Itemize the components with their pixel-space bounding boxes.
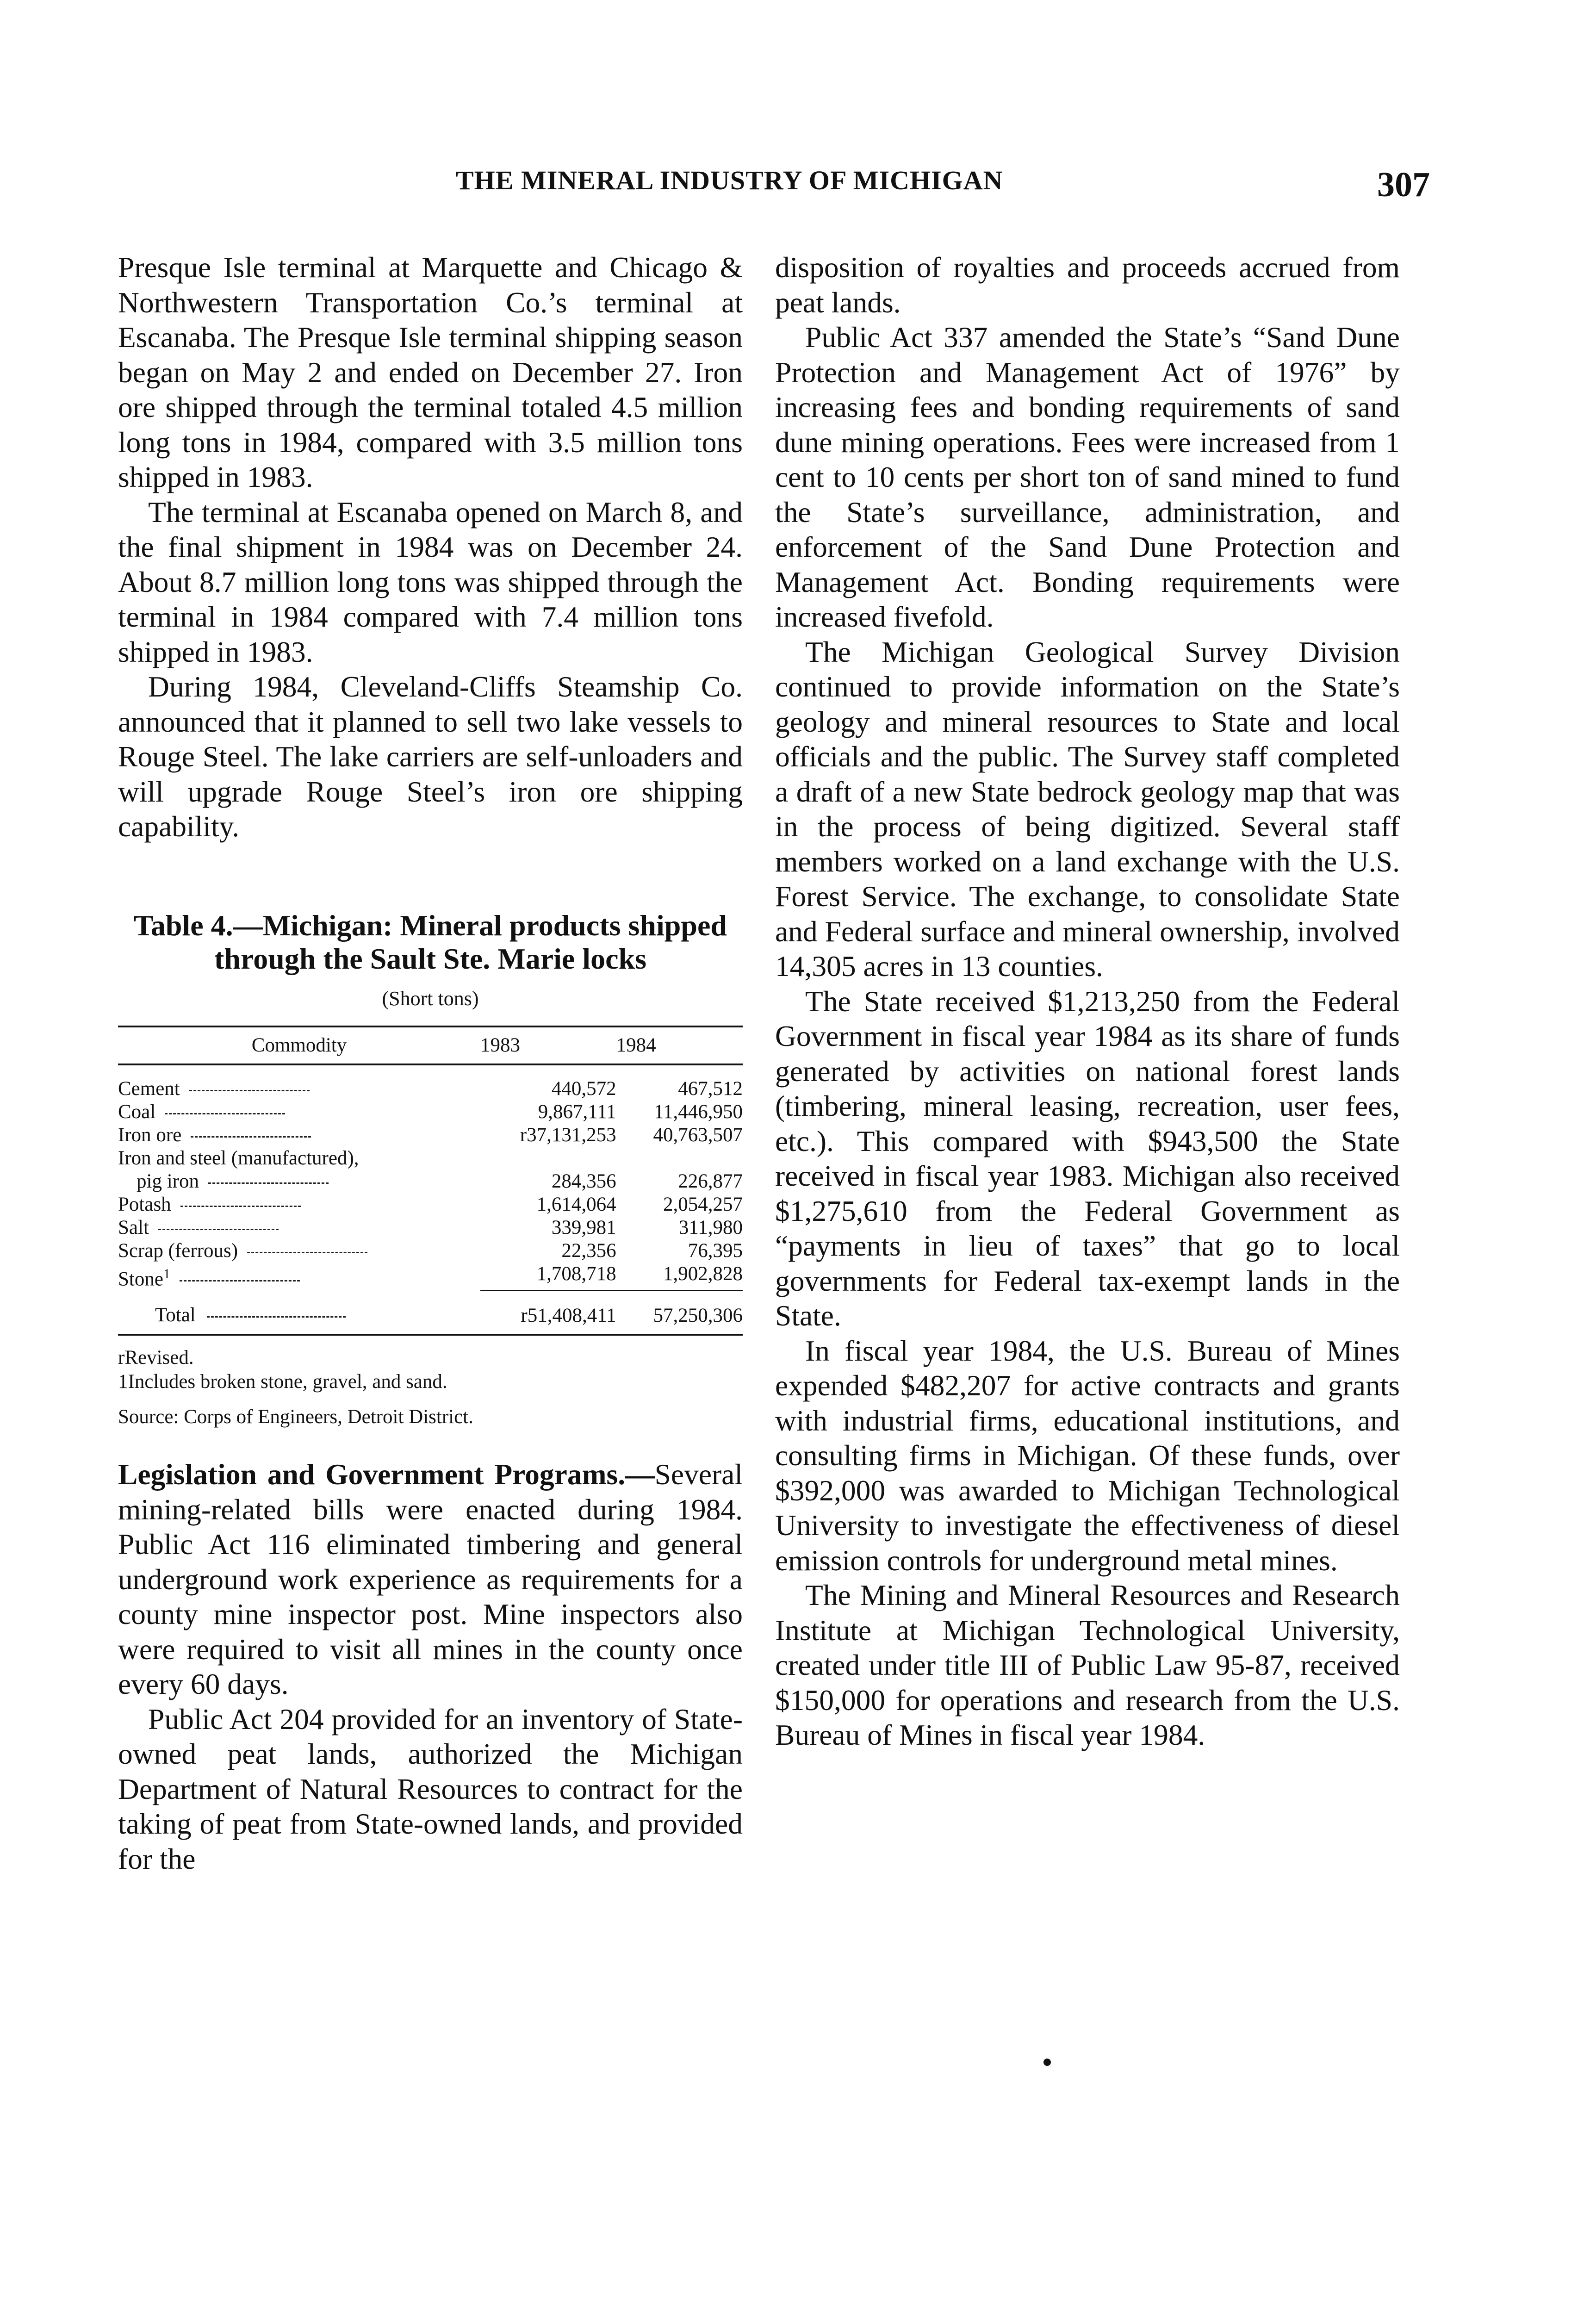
value-1984 (616, 1147, 743, 1170)
section-text: Several mining-related bills were enacted during 1984. Public Act 116 eliminated timbering and general underground work experience as requirements for a county mine inspector post. Mine inspectors also were required to visit all mines in the county once every 60 days. (118, 1458, 743, 1701)
commodity-cell (118, 1064, 480, 1101)
value-1984: 40,763,507 (653, 1124, 743, 1146)
commodity-name: Coal (118, 1101, 156, 1123)
leader-dots (180, 1280, 300, 1281)
leader-dots (189, 1090, 310, 1091)
left-column (118, 250, 743, 1876)
commodity-cell (118, 1124, 480, 1147)
section-heading: Legislation and Government Programs.— (118, 1458, 655, 1491)
value-1983: 440,572 (551, 1077, 616, 1100)
table-footnotes (118, 1346, 743, 1429)
commodity-name: Scrap (ferrous) (118, 1239, 238, 1262)
total-label-cell (118, 1291, 480, 1335)
page-header (116, 165, 1430, 211)
total-1983: r51,408,411 (480, 1291, 616, 1335)
commodity-name: Cement (118, 1077, 180, 1100)
table-header-row (118, 1026, 743, 1064)
value-1983: 1,708,718 (480, 1263, 616, 1291)
paragraph: During 1984, Cleveland-Cliffs Steamship Co. announced that it planned to sell two lake vessels to Rouge Steel. The lake carriers are self-unloaders and will upgrade Rouge Steel’s iron ore shipping capability. (118, 670, 743, 843)
value-1983: 22,356 (561, 1239, 616, 1262)
commodity-cell (118, 1101, 480, 1124)
paragraph: disposition of royalties and proceeds accrued from peat lands. (775, 251, 1400, 319)
table-body (118, 1064, 743, 1335)
value-1983: 9,867,111 (538, 1101, 616, 1123)
paragraph: The Michigan Geological Survey Division continued to provide information on the State’s geology and mineral resources to State and local officials and the public. The Survey staff completed a draft of a new State bedrock geology map that was in the process of being digitized. Several staff members worked on a land exchange with the U.S. Forest Service. The exchange, to consolidate State and Federal surface and mineral ownership, involved 14,305 acres in 13 counties. (775, 635, 1400, 983)
commodity-cell (118, 1147, 480, 1170)
table-total-row (118, 1291, 743, 1335)
leader-dots (191, 1136, 311, 1138)
commodity-name: Stone (118, 1268, 163, 1290)
leader-dots (158, 1229, 279, 1230)
paragraph: The State received $1,213,250 from the Federal Government in fiscal year 1984 as its share of funds generated by activities on national forest lands (timbering, mineral leasing, recreation, user fees, etc.). This compared with $943,500 the State received in fiscal year 1983. Michigan also received $1,275,610 from the Federal Government as “payments in lieu of taxes” that go to local governments for Federal tax-exempt lands in the State. (775, 984, 1400, 1332)
leader-dots (207, 1316, 346, 1318)
value-1984: 76,395 (688, 1239, 743, 1262)
paragraph: Public Act 204 provided for an inventory of State-owned peat lands, authorized the Michigan Department of Natural Resources to contract for the taking of peat from State-owned lands, and provided for the (118, 1702, 743, 1875)
section-paragraph (118, 1457, 743, 1702)
paragraph: Public Act 337 amended the State’s “Sand Dune Protection and Management Act of 1976” by increasing fees and bonding requirements of sand dune mining operations. Fees were increased from 1 cent to 10 cents per short ton of sand mined to fund the State’s surveillance, administration, and enforcement of the Sand Dune Protection and Management Act. Bonding requirements were increased fivefold. (775, 321, 1400, 633)
footnote-ref: 1 (163, 1266, 170, 1281)
value-1983: 339,981 (551, 1216, 616, 1238)
leader-dots (247, 1252, 367, 1253)
minerals-table (118, 1026, 743, 1336)
footnote-1: 1Includes broken stone, gravel, and sand. (118, 1371, 447, 1393)
table-row (118, 1101, 743, 1124)
leader-dots (208, 1182, 329, 1184)
table-row (118, 1263, 743, 1291)
table-row (118, 1170, 743, 1193)
paragraph: In fiscal year 1984, the U.S. Bureau of Mines expended $482,207 for active contracts and grants with industrial firms, educational institutions, and consulting firms in Michigan. Of these funds, over $392,000 was awarded to Michigan Technological University to investigate the effectiveness of diesel emission controls for underground metal mines. (775, 1334, 1400, 1577)
commodity-name: Salt (118, 1216, 149, 1238)
header-1984: 1984 (616, 1026, 743, 1064)
value-1983: 284,356 (551, 1170, 616, 1192)
bullet-mark (1043, 2059, 1051, 2066)
commodity-cell (118, 1216, 480, 1239)
total-1984: 57,250,306 (616, 1291, 743, 1335)
value-1984: 2,054,257 (663, 1193, 743, 1215)
commodity-cell (118, 1263, 480, 1291)
commodity-name: Potash (118, 1193, 171, 1215)
table-row (118, 1147, 743, 1170)
table-row (118, 1239, 743, 1263)
commodity-cell (118, 1239, 480, 1263)
paragraph: Presque Isle terminal at Marquette and Chicago & Northwestern Transportation Co.’s terminal at Escanaba. The Presque Isle terminal shipping season began on May 2 and ended on December 27. Iron ore shipped through the terminal totaled 4.5 million long tons in 1984, compared with 3.5 million tons shipped in 1983. (118, 251, 743, 493)
value-1983: r37,131,253 (520, 1124, 616, 1146)
leader-dots (165, 1113, 285, 1114)
commodity-cell (118, 1193, 480, 1216)
table-row (118, 1216, 743, 1239)
value-1984: 226,877 (678, 1170, 743, 1192)
value-1983: 1,614,064 (536, 1193, 616, 1215)
value-1983 (480, 1147, 616, 1170)
commodity-name: Iron and steel (manufactured), (118, 1147, 359, 1169)
table-title: Table 4.—Michigan: Mineral products shipped through the Sault Ste. Marie locks (134, 908, 727, 975)
right-column (775, 250, 1400, 1753)
commodity-name: pig iron (137, 1170, 199, 1192)
table-row (118, 1193, 743, 1216)
footnote-revised: rRevised. (118, 1347, 194, 1369)
paragraph: The terminal at Escanaba opened on March 8, and the final shipment in 1984 was on December 24. About 8.7 million long tons was shipped through the terminal in 1984 compared with 7.4 million tons shipped in 1983. (118, 495, 743, 668)
commodity-cell (118, 1170, 480, 1193)
table-source: Source: Corps of Engineers, Detroit District. (118, 1406, 473, 1428)
value-1984: 467,512 (678, 1077, 743, 1100)
header-commodity: Commodity (118, 1026, 480, 1064)
page-number: 307 (1377, 165, 1430, 204)
commodity-name: Iron ore (118, 1124, 182, 1146)
value-1984: 1,902,828 (616, 1263, 743, 1291)
value-1984: 11,446,950 (654, 1101, 743, 1123)
table-row (118, 1064, 743, 1101)
leader-dots (180, 1206, 301, 1207)
paragraph: The Mining and Mineral Resources and Research Institute at Michigan Technological University, created under title III of Public Law 95-87, received $150,000 for operations and research from the U.S. Bureau of Mines in fiscal year 1984. (775, 1579, 1400, 1751)
table-row (118, 1124, 743, 1147)
table-units: (Short tons) (382, 987, 479, 1010)
running-head: THE MINERAL INDUSTRY OF MICHIGAN (456, 165, 1003, 195)
header-1983: 1983 (480, 1026, 616, 1064)
table-4 (118, 909, 743, 1430)
value-1984: 311,980 (678, 1216, 743, 1238)
total-label: Total (155, 1304, 196, 1326)
